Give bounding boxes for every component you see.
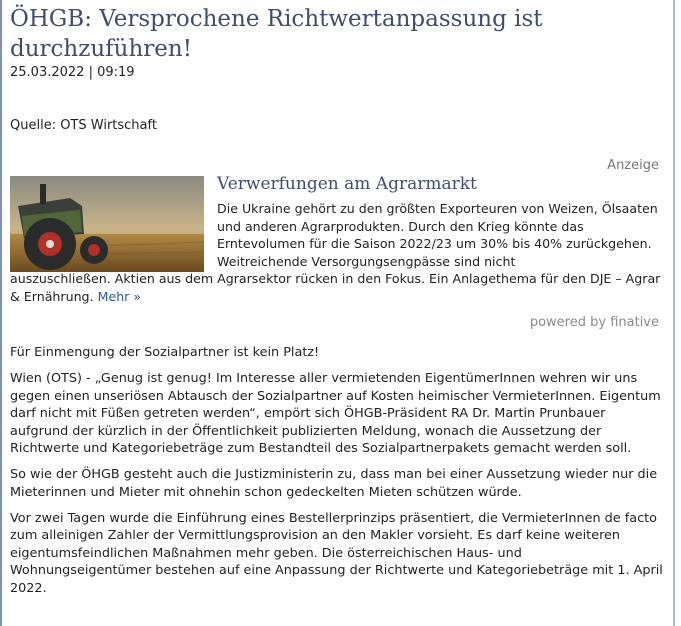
- article-paragraph: So wie der ÖHGB gesteht auch die Justizministerin zu, dass man bei einer Aussetzung wieder nur die Mieterinnen und Mieter mit ohnehin schon gedeckelten Mieten schützen würde.: [10, 467, 658, 500]
- article-paragraph: Wien (OTS) - „Genug ist genug! Im Interesse aller vermietenden EigentümerInnen wehren wir uns gegen einen unseriösen Abtausch der Sozialpartner auf Kosten heimischer VermieterInnen. Eigentum darf nicht mit Füßen getreten werden“, empört sich ÖHGB-Präsident RA Dr. Martin Prunbauer aufgrund der kürzlich in der Öffentlichkeit publizierten Meldung, wonach die Aussetzung der Richtwerte und Kategoriebeträge zum Bestandteil des Sozialpartnerpakets gemacht werden soll.: [10, 371, 661, 456]
- ad-title[interactable]: Verwerfungen am Agrarmarkt: [217, 174, 477, 194]
- article-datetime: 25.03.2022 | 09:19: [10, 65, 135, 80]
- ad-text: [10, 200, 662, 305]
- ad-more-link[interactable]: Mehr »: [97, 288, 142, 304]
- article-paragraph: Vor zwei Tagen wurde die Einführung eines Bestellerprinzips präsentiert, die VermieterInnen de facto zum alleinigen Zahler der Vermittlungsprovision an den Makler vorsieht. Es darf keine weiteren eigentumsfeindlichen Maßnahmen mehr geben. Die österreichischen Haus- und Wohnungseigentümer bestehen auf eine Anpassung der Richtwerte und Kategoriebeträge mit 1. April 2022.: [10, 510, 663, 596]
- article-source: Quelle: OTS Wirtschaft: [10, 118, 157, 133]
- article-body: [10, 344, 665, 606]
- article-title: ÖHGB: Versprochene Richtwertanpassung ist durchzuführen!: [10, 6, 543, 62]
- ad-label: Anzeige: [607, 158, 659, 173]
- ad-text-top: Die Ukraine gehört zu den größten Exporteuren von Weizen, Ölsaaten und anderen Agrarprodukten. Durch den Krieg könnte das Erntevolumen für die Saison 2022/23 um 30% bis 40% zurückgehen. Weitreichende Versorgungsengpässe sind nicht: [217, 201, 658, 269]
- powered-by: powered by finative: [529, 315, 659, 330]
- ad-text-bottom: auszuschließen. Aktien aus dem Agrarsektor rücken in den Fokus. Ein Anlagethema für den DJE – Agrar & Ernährung.: [10, 271, 661, 304]
- article-paragraph: Für Einmengung der Sozialpartner ist kein Platz!: [10, 345, 320, 360]
